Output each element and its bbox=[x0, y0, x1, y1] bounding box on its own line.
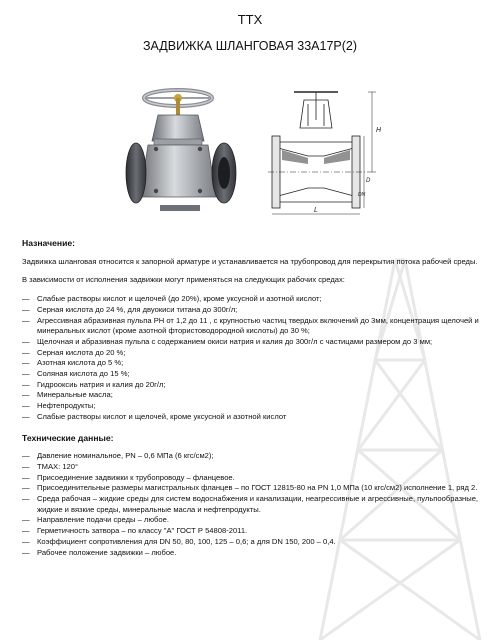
product-title: ЗАДВИЖКА ШЛАНГОВАЯ 33А17Р(2) bbox=[142, 39, 358, 53]
list-item: — Давление номинальное, PN – 0,6 МПа (6 кгс/см2); bbox=[22, 451, 482, 462]
list-item: — Герметичность затвора – по классу "А" ГОСТ Р 54808-2011. bbox=[22, 526, 482, 537]
list-item: — Серная кислота до 24 %, для двуокиси титана до 300г/л; bbox=[22, 305, 482, 316]
list-item: — Рабочее положение задвижки – любое. bbox=[22, 548, 482, 559]
list-item: — Агрессивная абразивная пульпа PH от 1,2 до 11 , с крупностью частиц твердых включений до 3мм, концентрация щелочей и минеральных кислот (кроме азотной фтористоводородной кислоты) до 30 %; bbox=[22, 316, 482, 337]
list-item: — TMAX: 120° bbox=[22, 462, 482, 473]
valve-section-drawing bbox=[268, 80, 388, 220]
media-intro: В зависимости от исполнения задвижки могут применяться на следующих рабочих средах: bbox=[22, 275, 345, 285]
list-item: — Слабые растворы кислот и щелочей (до 20%), кроме уксусной и азотной кислот; bbox=[22, 294, 482, 305]
list-item: — Направление подачи среды – любое. bbox=[22, 515, 482, 526]
label-dn: DN bbox=[358, 192, 366, 198]
specs-list bbox=[22, 451, 482, 558]
specs-heading: Технические данные: bbox=[22, 432, 114, 443]
list-item: — Среда рабочая – жидкие среды для систем водоснабжения и канализации, неагрессивные и агрессивные, пульпообразные, жидкие и вязкие среды, минеральные масла и нефтепродукты. bbox=[22, 494, 482, 515]
list-item: — Нефтепродукты; bbox=[22, 401, 482, 412]
list-item: — Слабые растворы кислот и щелочей, кроме уксусной и азотной кислот bbox=[22, 412, 482, 423]
list-item: — Присоединительные размеры магистральных фланцев – по ГОСТ 12815-80 на PN 1,0 МПа (10 кгс/см2) исполнение 1, ряд 2. bbox=[22, 483, 482, 494]
purpose-heading: Назначение: bbox=[22, 238, 76, 248]
label-l: L bbox=[314, 207, 318, 214]
valve-photo bbox=[120, 85, 250, 215]
document-body bbox=[22, 238, 482, 568]
list-item: — Минеральные масла; bbox=[22, 390, 482, 401]
list-item: — Серная кислота до 20 %; bbox=[22, 348, 482, 359]
list-item: — Присоединение задвижки к трубопроводу – фланцевое. bbox=[22, 473, 482, 484]
list-item: — Коэффициент сопротивления для DN 50, 80, 100, 125 – 0,6; а для DN 150, 200 – 0,4. bbox=[22, 537, 482, 548]
list-item: — Соляная кислота до 15 %; bbox=[22, 369, 482, 380]
label-h: H bbox=[376, 127, 382, 134]
list-item: — Азотная кислота до 5 %; bbox=[22, 358, 482, 369]
list-item: — Щелочная и абразивная пульпа с содержанием окиси натрия и калия до 300г/л с частицами размером до 3 мм; bbox=[22, 337, 482, 348]
purpose-paragraph: Задвижка шланговая относится к запорной арматуре и устанавливается на трубопровод для перекрытия потока рабочей среды. bbox=[22, 256, 478, 266]
media-list bbox=[22, 294, 482, 422]
label-d: D bbox=[366, 178, 371, 184]
list-item: — Гидрооксиь натрия и калия до 20г/л; bbox=[22, 380, 482, 391]
page-title: ТТХ bbox=[237, 12, 263, 27]
